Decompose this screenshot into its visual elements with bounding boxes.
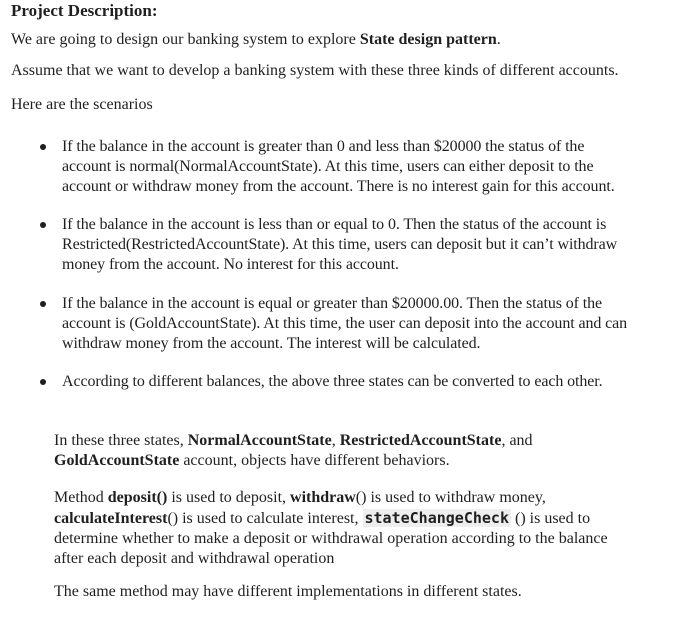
text-run: , [331, 432, 340, 449]
methods-line-1 [54, 488, 664, 508]
bullet-dot-icon [40, 222, 46, 228]
intro-text: We are going to design our banking system to explore [11, 31, 360, 48]
method-name: deposit() [107, 489, 168, 506]
intro-line-3: Here are the scenarios [11, 96, 153, 113]
list-item-text [62, 294, 672, 354]
states-paragraph [54, 431, 664, 471]
method-name: withdraw [290, 489, 356, 506]
state-name: GoldAccountState [54, 452, 180, 469]
methods-line-4: after each deposit and withdrawal operation [54, 550, 335, 567]
list-item-line: If the balance in the account is less than or equal to 0. Then the status of the account is [62, 216, 607, 233]
intro-bold-term: State design pattern [359, 31, 497, 48]
closing-line: The same method may have different implementations in different states. [54, 583, 522, 600]
list-item-line: account is (GoldAccountState). At this time, the user can deposit into the account and can [62, 315, 628, 332]
list-item-line: account is normal(NormalAccountState). At this time, users can either deposit to the [62, 158, 594, 175]
intro-line-2: Assume that we want to develop a banking system with these three kinds of different accounts. [11, 62, 619, 79]
text-run: () is used to withdraw money, [355, 489, 546, 506]
list-item-line: money from the account. No interest for this account. [62, 256, 399, 273]
text-run: , and [501, 432, 533, 449]
bullet-dot-icon [40, 144, 46, 150]
text-run: In these three states, [54, 432, 188, 449]
text-run: () is used to [511, 510, 591, 527]
list-item-line: withdraw money from the account. The interest will be calculated. [62, 335, 481, 352]
list-item-text [62, 372, 672, 392]
states-line-1 [54, 431, 664, 451]
state-name: NormalAccountState [187, 432, 332, 449]
list-item-text [62, 215, 672, 275]
list-item-line: account or withdraw money from the account. There is no interest gain for this account. [62, 178, 615, 195]
list-item-text [62, 137, 672, 197]
methods-line-3: determine whether to make a deposit or withdrawal operation according to the balance [54, 530, 608, 547]
text-run: Method [54, 489, 108, 506]
closing-paragraph [54, 582, 664, 602]
list-item-line: If the balance in the account is equal or greater than $20000.00. Then the status of the [62, 295, 603, 312]
list-item-line: Restricted(RestrictedAccountState). At this time, users can deposit but it can’t withdraw [62, 236, 618, 253]
intro-period: . [496, 31, 501, 48]
intro-line-1 [11, 30, 501, 50]
states-line-2 [54, 451, 664, 471]
text-run: account, objects have different behaviors. [179, 452, 450, 469]
method-name: calculateInterest [54, 510, 168, 527]
list-item-line: According to different balances, the above three states can be converted to each other. [62, 373, 603, 390]
state-name: RestrictedAccountState [339, 432, 502, 449]
methods-paragraph [54, 488, 664, 569]
bullet-dot-icon [40, 379, 46, 385]
project-title: Project Description: [11, 1, 158, 20]
method-code: stateChangeCheck [364, 509, 509, 527]
text-run: () is used to calculate interest, [167, 510, 363, 527]
bullet-dot-icon [40, 301, 46, 307]
list-item-line: If the balance in the account is greater than 0 and less than $20000 the status of the [62, 138, 585, 155]
text-run: is used to deposit, [167, 489, 291, 506]
methods-line-2 [54, 508, 664, 529]
